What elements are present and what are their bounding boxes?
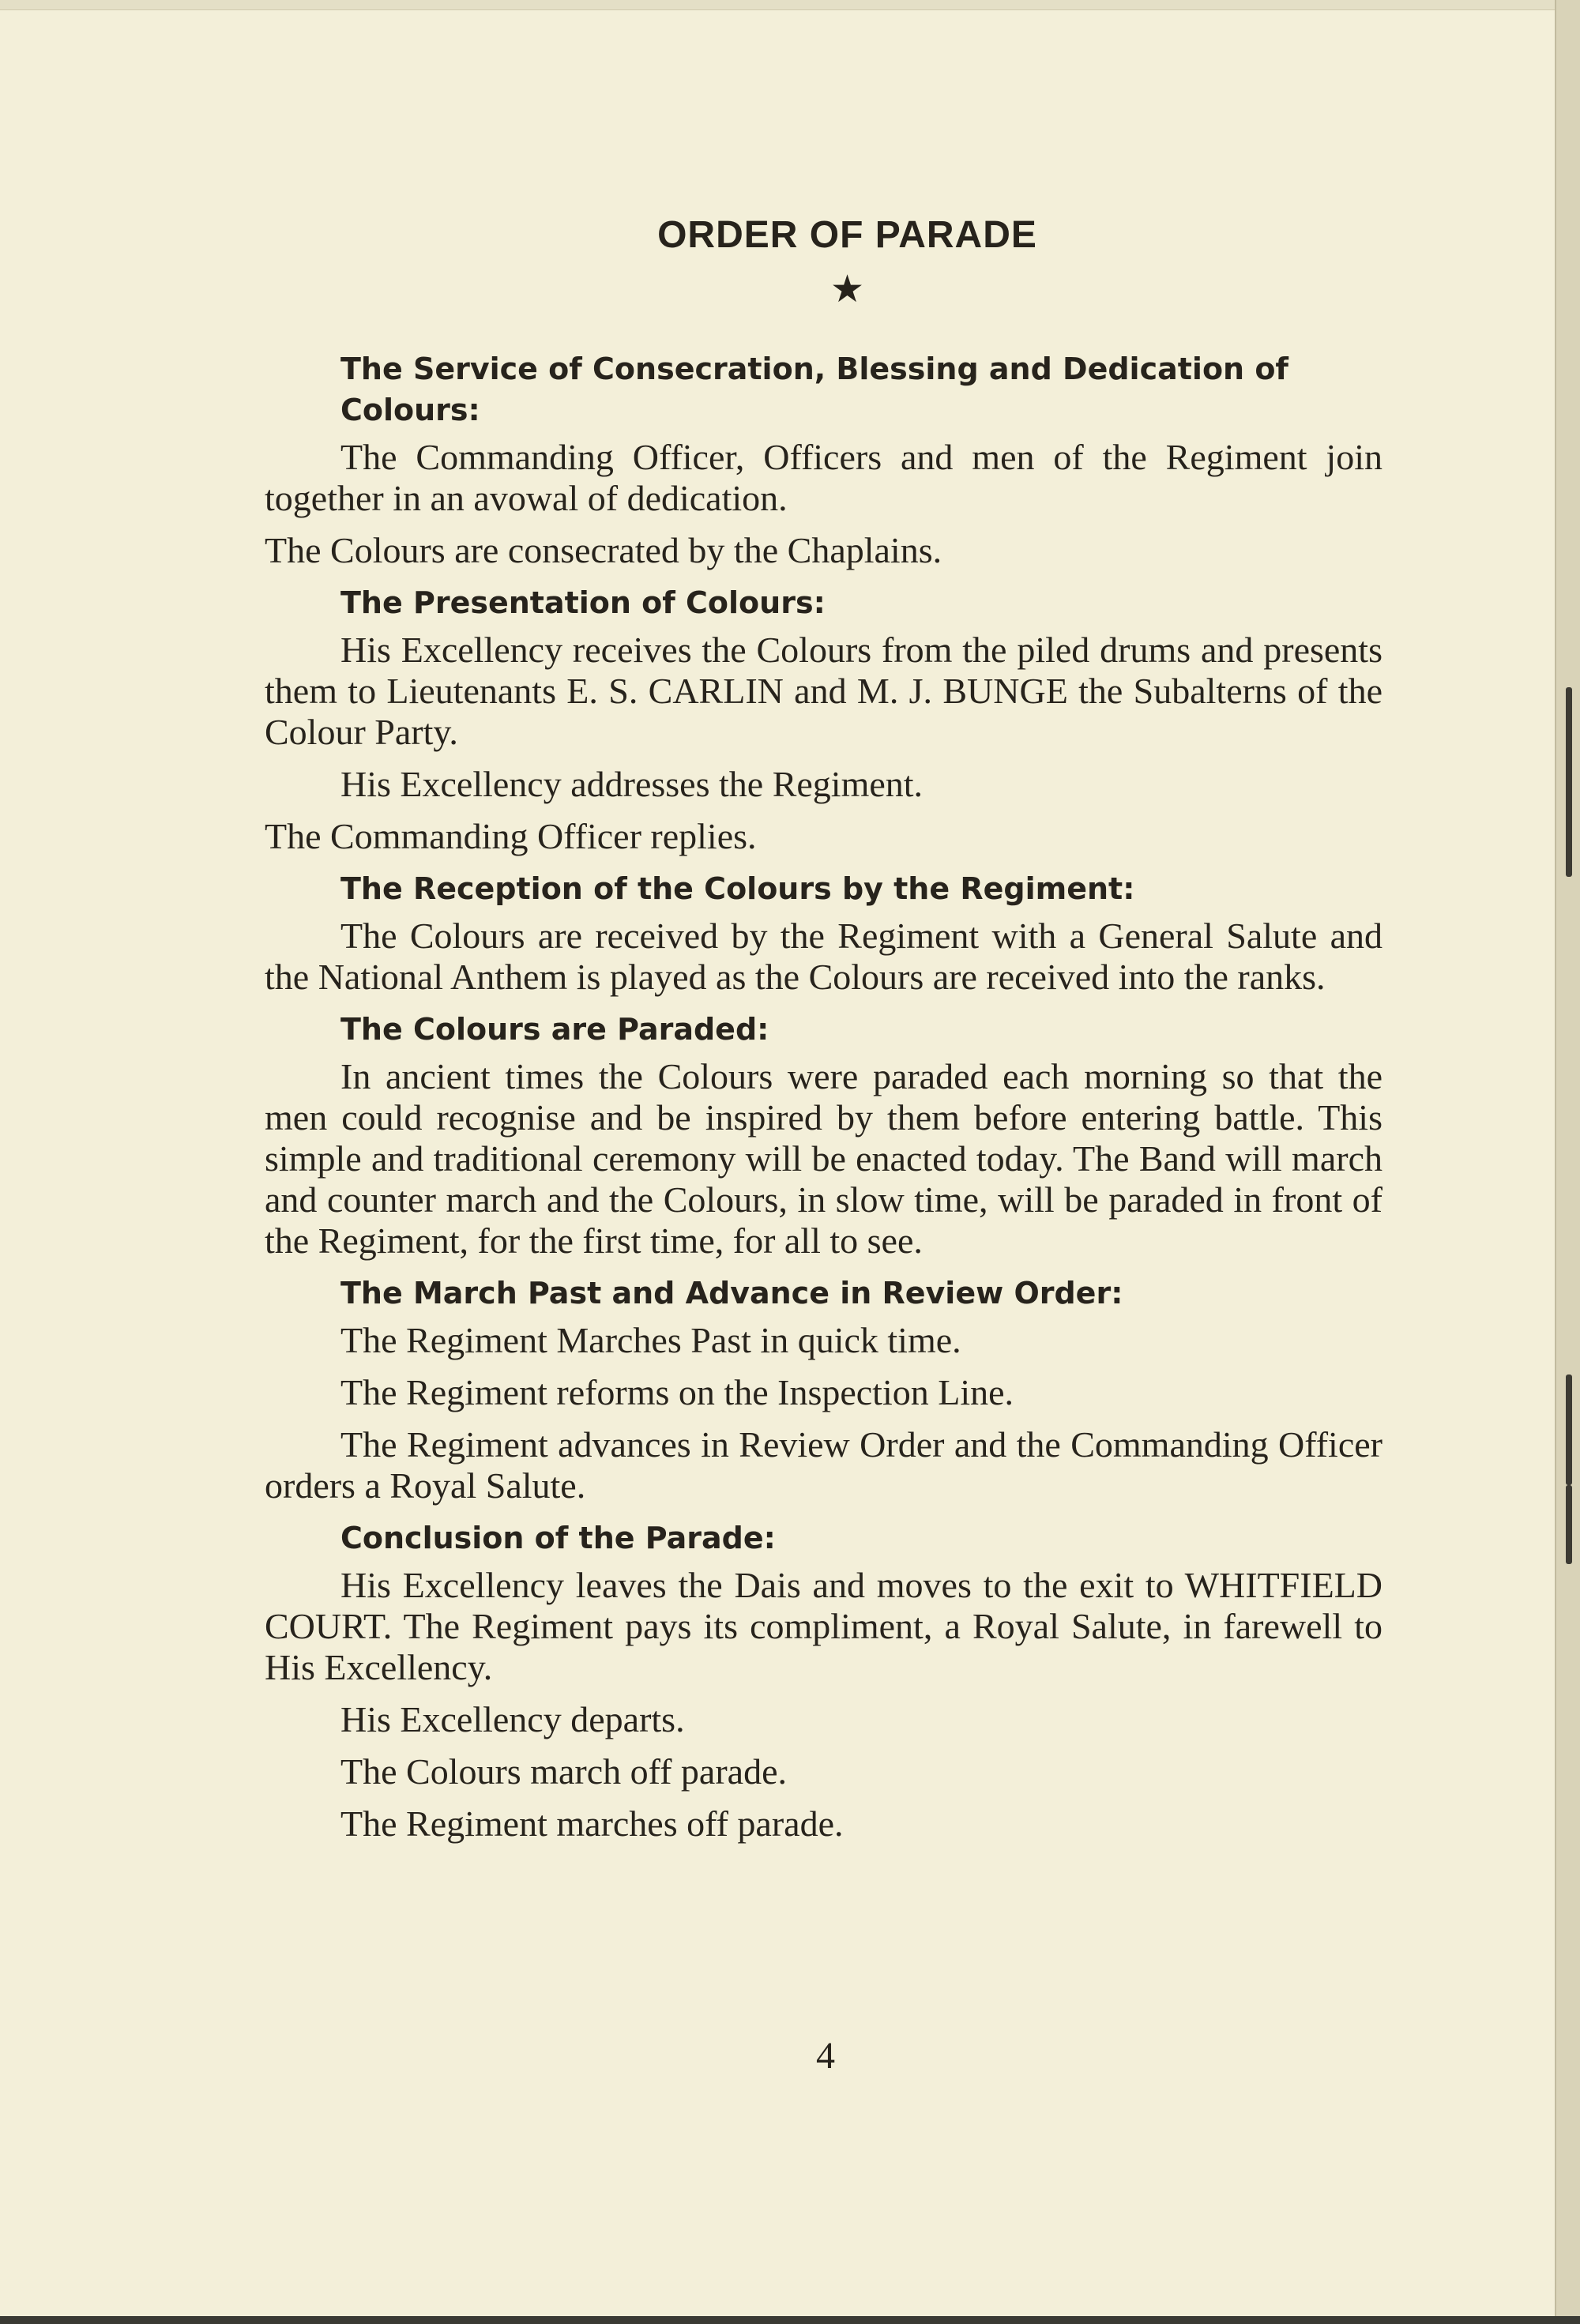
- section-march-past: [265, 1273, 1382, 1506]
- section-paragraph: His Excellency departs.: [340, 1699, 685, 1739]
- section-colours-paraded: [265, 1009, 1382, 1262]
- page-number: 4: [816, 2035, 835, 2077]
- section-heading: The Reception of the Colours by the Regiment:: [340, 871, 1135, 906]
- section-paragraph: The Commanding Officer replies.: [265, 816, 757, 856]
- section-paragraph: The Regiment advances in Review Order and the Commanding Officer orders a Royal Salute.: [265, 1424, 1382, 1506]
- binding-staple-mark: [1566, 790, 1572, 877]
- binding-staple-mark: [1566, 1485, 1572, 1564]
- section-paragraph: The Regiment reforms on the Inspection Line.: [340, 1372, 1014, 1412]
- binding-staple-mark: [1566, 687, 1572, 806]
- section-paragraph: His Excellency addresses the Regiment.: [340, 764, 924, 804]
- section-paragraph: His Excellency receives the Colours from the piled drums and presents them to Lieutenants E. S. CARLIN and M. J. BUNGE the Subalterns of the Colour Party.: [265, 630, 1382, 752]
- section-heading: The March Past and Advance in Review Order:: [340, 1276, 1123, 1311]
- section-heading: The Presentation of Colours:: [340, 585, 826, 620]
- binding-staple-mark: [1566, 1374, 1572, 1485]
- section-consecration: [265, 348, 1382, 571]
- section-presentation: [265, 582, 1382, 857]
- page-bottom-edge: [0, 2316, 1580, 2324]
- section-paragraph: The Regiment marches off parade.: [340, 1803, 844, 1844]
- section-paragraph: The Regiment Marches Past in quick time.: [340, 1320, 961, 1360]
- section-paragraph: In ancient times the Colours were paraded each morning so that the men could recognise and be inspired by them before entering battle. This simple and traditional ceremony will be enacted today. The Band will march and counter march and the Colours, in slow time, will be paraded in front of the Regiment, for the first time, for all to see.: [265, 1056, 1382, 1261]
- section-reception: [265, 868, 1382, 998]
- section-paragraph: The Commanding Officer, Officers and men of the Regiment join together in an avowal of dedication.: [265, 437, 1382, 518]
- section-heading: The Colours are Paraded:: [340, 1012, 769, 1047]
- section-paragraph: The Colours march off parade.: [340, 1751, 788, 1792]
- page-top-edge: [0, 0, 1580, 10]
- section-conclusion: [265, 1517, 1382, 1845]
- document-content: [265, 213, 1382, 1856]
- section-paragraph: The Colours are received by the Regiment with a General Salute and the National Anthem is played as the Colours are received into the ranks.: [265, 916, 1382, 997]
- section-heading: The Service of Consecration, Blessing and Dedication of Colours:: [340, 352, 1288, 427]
- page-right-edge: [1555, 0, 1580, 2324]
- star-ornament: ★: [830, 269, 865, 310]
- section-paragraph: The Colours are consecrated by the Chaplains.: [265, 530, 942, 570]
- section-heading: Conclusion of the Parade:: [340, 1521, 776, 1555]
- page-title: ORDER OF PARADE: [657, 214, 1037, 256]
- section-paragraph: His Excellency leaves the Dais and moves to the exit to WHITFIELD COURT. The Regiment pays its compliment, a Royal Salute, in farewell to His Excellency.: [265, 1565, 1382, 1687]
